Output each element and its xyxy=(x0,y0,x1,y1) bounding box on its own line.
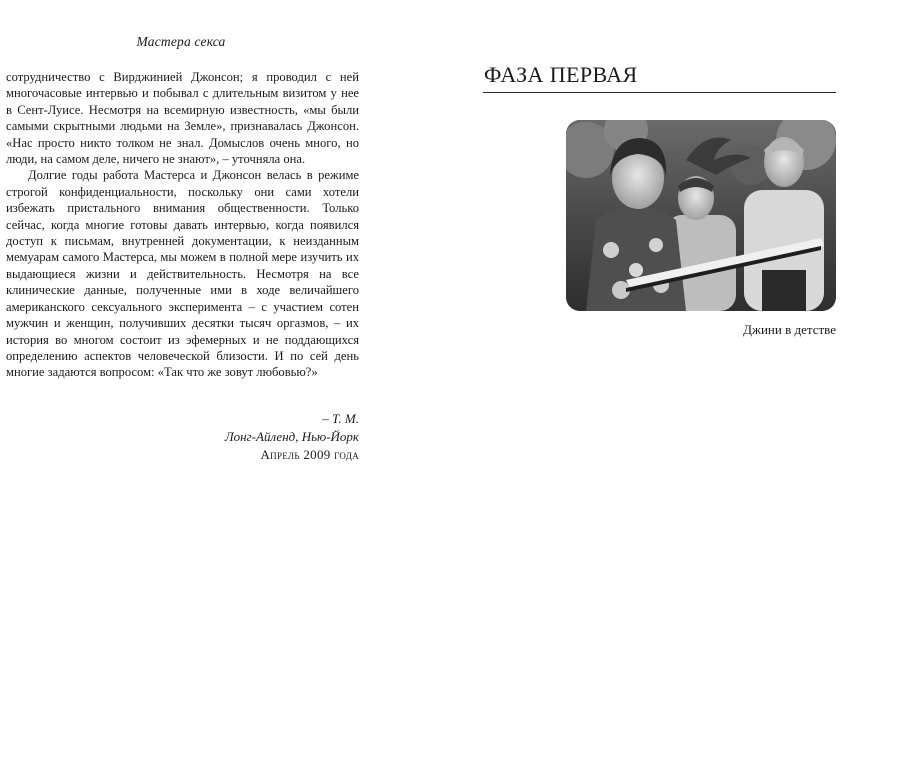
signature-date: Апрель 2009 года xyxy=(260,447,359,462)
signature-author: – Т. М. xyxy=(322,411,359,426)
paragraph-2: Долгие годы работа Мастерса и Джонсон велась в режиме строгой конфиденциальности, поскольку они сами хотели избежать пристального внимания общественности. Только сейчас, когда многие готовы давать интервью, когда появился доступ к письмам, внутренней документации, к неизданным мемуарам самого Мастерса, мы можем в полной мере изучить их выдающиеся жизни и действительность. Несмотря на все клинические данные, полученные ими в ходе величайшего американского сексуального эксперимента – с участием сотен мужчин и женщин, получивших десятки тысяч оргазмов, – их история во многом состоит из эфемерных и не поддающихся определению аспектов человеческой близости. И по сей день многие задаются вопросом: «Так что же зовут любовью?» xyxy=(6,168,359,380)
chapter-title: ФАЗА ПЕРВАЯ xyxy=(484,62,638,87)
signature-place: Лонг-Айленд, Нью-Йорк xyxy=(224,429,359,444)
paragraph-1: сотрудничество с Вирджинией Джонсон; я проводил с ней многочасовые интервью и побывал с длительным визитом у нее в Сент-Луисе. Несмотря на всемирную известность, «мы были самыми скрытными людьми на Земле», признавалась Джонсон. «Нас просто никто толком не знал. Домыслов очень много, но люди, на самом деле, ничего не знают», – уточняла она. xyxy=(6,70,359,167)
right-page xyxy=(448,0,897,761)
photo-image xyxy=(566,120,836,311)
signature-block xyxy=(150,410,359,464)
chapter-rule xyxy=(483,92,836,93)
childhood-photo xyxy=(566,120,836,311)
running-head: Мастера секса xyxy=(136,34,226,49)
photo-caption: Джини в детстве xyxy=(743,322,836,337)
body-text xyxy=(6,69,359,381)
left-page xyxy=(0,0,448,761)
